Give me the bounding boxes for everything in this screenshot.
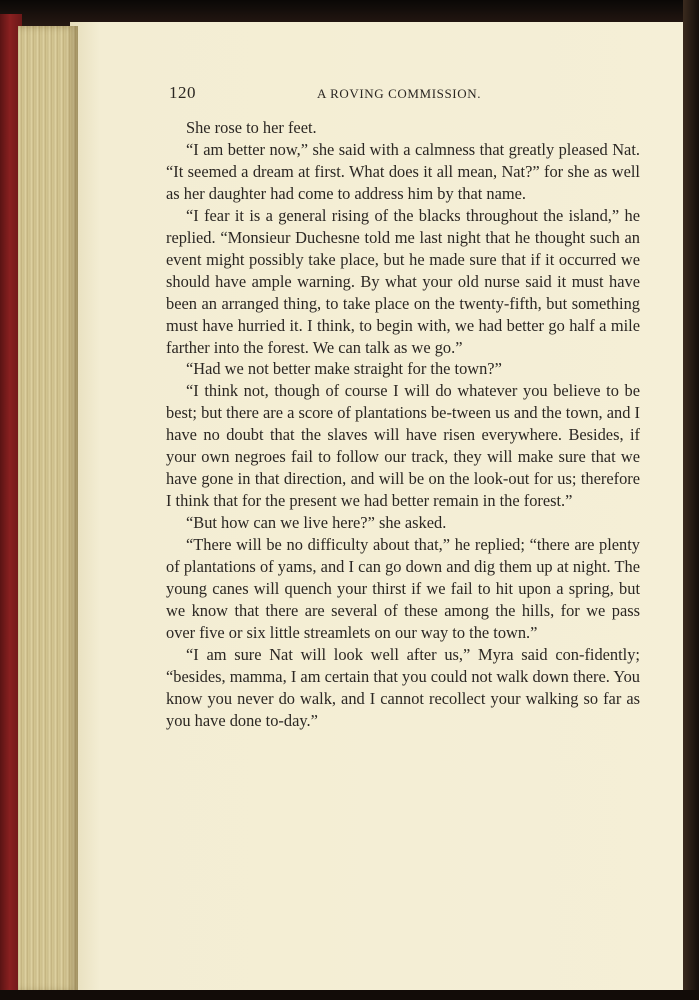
right-edge-shadow [683, 0, 699, 1000]
paragraph: “I am sure Nat will look well after us,” Myra said con-fidently; “besides, mamma, I am certain that you could not walk down there. You know you never do walk, and I cannot recollect your walking so far as you have done to-day.” [166, 644, 640, 730]
paragraph: “Had we not better make straight for the town?” [186, 359, 502, 379]
body-text [166, 117, 640, 732]
page-edges [18, 26, 78, 992]
paragraph: “I think not, though of course I will do whatever you believe to be best; but there are a score of plantations be-tween us and the town, and I have no doubt that the slaves will have risen everywhere. Besides, if your own negroes fail to follow our track, they will make sure that we have gone in that direction, and will be on the look-out for us; therefore I think that for the present we had better remain in the forest.” [166, 381, 640, 511]
bottom-edge-shadow [0, 990, 699, 1000]
page-number: 120 [169, 83, 196, 102]
paragraph: “But how can we live here?” she asked. [186, 513, 447, 533]
paragraph: “I am better now,” she said with a calmness that greatly pleased Nat. “It seemed a dream at first. What does it all mean, Nat?” for she as well as her daughter had come to address him by that name. [166, 139, 640, 203]
paragraph: She rose to her feet. [186, 118, 317, 137]
paragraph: “There will be no difficulty about that,” he replied; “there are plenty of plantations of yams, and I can go down and dig them up at night. The young canes will quench your thirst if we fail to hit upon a spring, but we know that there are several of these among the hills, for we pass over five or six little streamlets on our way to the town.” [166, 535, 640, 642]
page-header [169, 83, 639, 105]
paragraph: “I fear it is a general rising of the blacks throughout the island,” he replied. “Monsieur Duchesne told me last night that he thought such an event might possibly take place, but he made sure that if it occurred we should have ample warning. By what your old nurse said it must have been an arranged thing, to take place on the twenty-fifth, but something must have hurried it. I think, to begin with, we had better go half a mile farther into the forest. We can talk as we go.” [166, 205, 640, 357]
running-head: A ROVING COMMISSION. [317, 86, 482, 101]
